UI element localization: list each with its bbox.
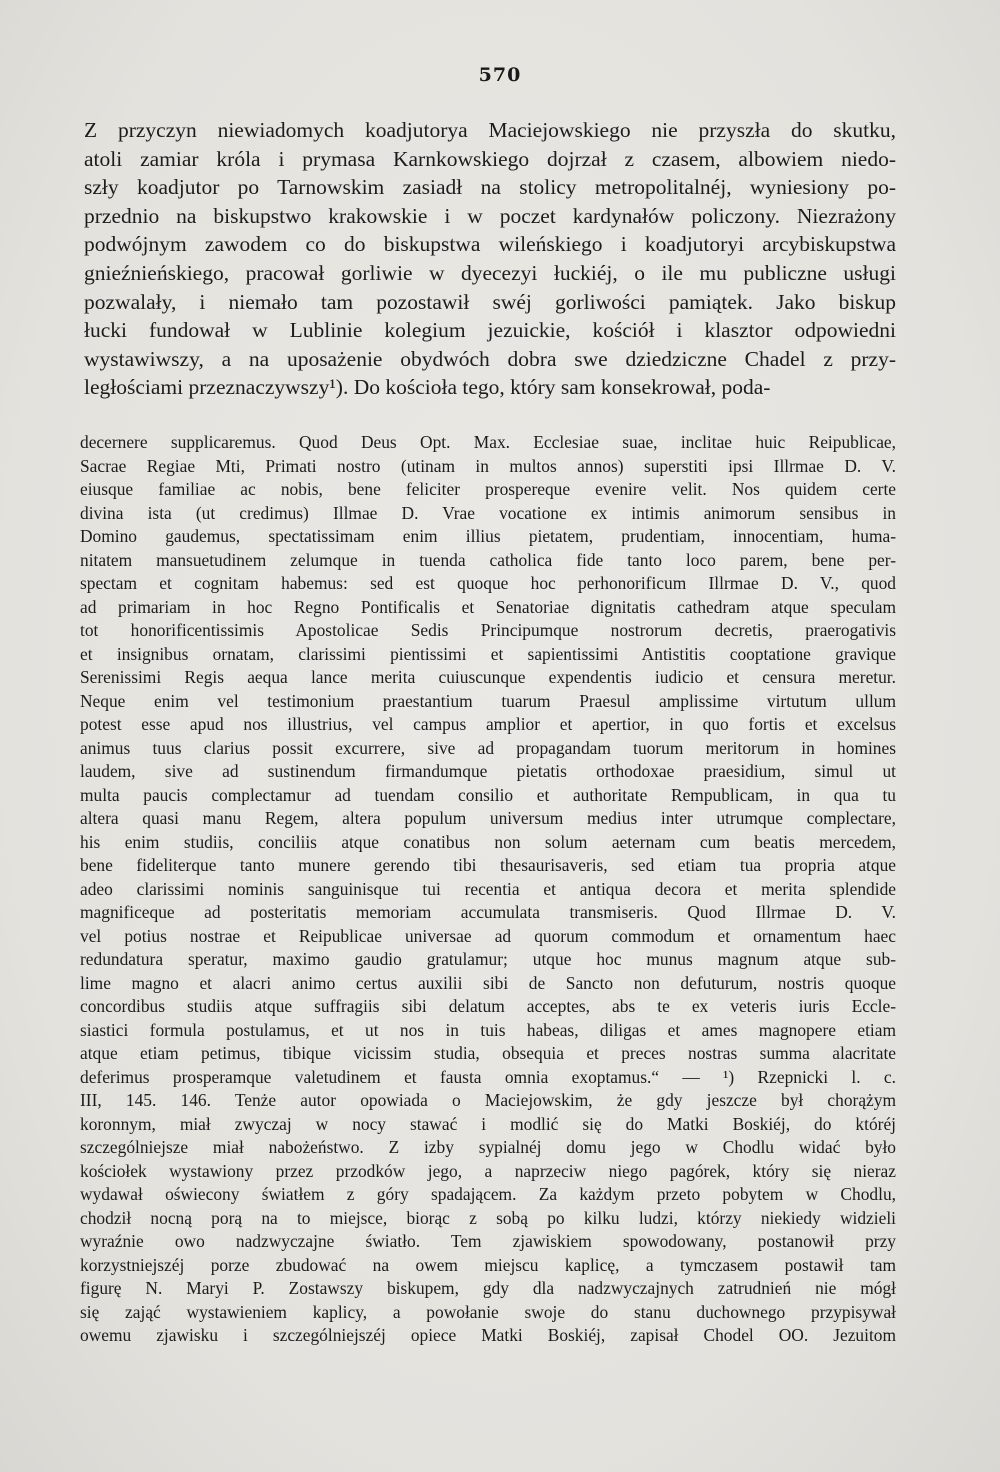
footnote-line: et insignibus ornatam, clarissimi pientissimi et sapientissimi Antistitis cooptatione gravique: [80, 643, 896, 664]
footnote-line: concordibus studiis atque suffragiis sibi delatum acceptes, abs te ex veteris iuris Eccle-: [80, 996, 896, 1016]
main-text-line: podwójnym zawodem co do biskupstwa wileńskiego i koadjutoryi arcybiskupstwa: [84, 232, 896, 257]
footnote-line: szczególniejsze miał nabożeństwo. Z izby sypialnéj domu jego w Chodlu widać było: [80, 1137, 896, 1157]
footnote-line: deferimus prosperamque valetudinem et fausta omnia exoptamus.“ — ¹) Rzepnicki l. c.: [80, 1066, 896, 1087]
footnote-line: nitatem mansuetudinem zelumque in tuenda catholica fide tanto loco parem, bene per-: [80, 549, 896, 570]
footnote-line: koronnym, miał zwyczaj w nocy stawać i modlić się do Matki Boskiéj, do któréj: [80, 1113, 896, 1134]
footnote-line: his enim studiis, conciliis atque conatibus non solum aeternam cum beatis mercedem,: [80, 831, 896, 852]
footnote-line: siastici formula postulamus, et ut nos in tuis habeas, diligas et ames magnopere etiam: [80, 1019, 896, 1040]
footnote-line: figurę N. Maryi P. Zostawszy biskupem, gdy dla nadzwyczajnych zatrudnień nie mógł: [80, 1278, 896, 1298]
footnote-line: eiusque familiae ac nobis, bene feliciter prospereque evenire velit. Nos quidem certe: [80, 479, 896, 499]
footnote-line: spectam et cognitam habemus: sed est quoque hoc perhonorificum Illrmae D. V., quod: [80, 573, 896, 593]
main-text-line: wystawiwszy, a na uposażenie obydwóch dobra swe dziedziczne Chadel z przy-: [84, 346, 896, 371]
footnote-line: kościołek wystawiony przez przodków jego, a naprzeciw niego pagórek, który się nieraz: [80, 1160, 896, 1181]
footnote-line: owemu zjawisku i szczególniejszéj opiece Matki Boskiéj, zapisał Chodel OO. Jezuitom: [80, 1325, 896, 1345]
footnote-line: tot honorificentissimis Apostolicae Sedis Principumque nostrorum decretis, praerogativis: [80, 620, 896, 640]
footnote-line: divina ista (ut credimus) Illmae D. Vrae vocatione ex intimis animorum sensibus in: [80, 502, 896, 523]
footnote-line: altera quasi manu Regem, altera populum universum medius inter utrumque complectare,: [80, 808, 896, 828]
main-text-line: przednio na biskupstwo krakowskie i w poczet kardynałów policzony. Niezrażony: [84, 203, 896, 228]
main-text-line: atoli zamiar króla i prymasa Karnkowskiego dojrzał z czasem, albowiem niedo-: [84, 146, 896, 171]
footnote-line: redundatura speratur, maximo gaudio gratulamur; utque hoc munus magnum atque sub-: [80, 949, 896, 969]
footnote-block: [80, 431, 896, 1348]
footnote-line: Neque enim vel testimonium praestantium tuarum Praesul amplissime virtutum ullum: [80, 690, 896, 711]
footnote-line: decernere supplicaremus. Quod Deus Opt. Max. Ecclesiae suae, inclitae huic Reipublicae,: [80, 432, 896, 452]
main-text-line: ległościami przeznaczywszy¹). Do kościoła tego, który sam konsekrował, poda-: [84, 375, 771, 400]
footnote-line: III, 145. 146. Tenże autor opowiada o Maciejowskim, że gdy jeszcze był chorążym: [80, 1090, 896, 1110]
footnote-line: wyraźnie owo nadzwyczajne światło. Tem zjawiskiem spowodowany, postanowił przy: [80, 1231, 896, 1251]
main-text-line: Z przyczyn niewiadomych koadjutorya Maciejowskiego nie przyszła do skutku,: [84, 118, 896, 142]
main-text-line: łucki fundował w Lublinie kolegium jezuickie, kościół i klasztor odpowiedni: [84, 318, 896, 343]
footnote-line: wydawał oświecony światłem z góry spadającem. Za każdym przeto pobytem w Chodlu,: [80, 1184, 896, 1204]
footnote-line: atque etiam petimus, tibique vicissim studia, obsequia et preces nostras summa alacritate: [80, 1043, 896, 1063]
footnote-line: vel potius nostrae et Reipublicae universae ad quorum commodum et ornamentum haec: [80, 925, 896, 946]
footnote-line: animus tuus clarius possit excurrere, sive ad propagandam tuorum meritorum in homines: [80, 737, 896, 758]
footnote-line: chodził nocną porą na to miejsce, biorąc z sobą po kilku ludzi, którzy niekiedy widzieli: [80, 1207, 896, 1228]
footnote-line: adeo clarissimi nominis sanguinisque tui recentia et antiqua decora et merita splendide: [80, 878, 896, 899]
main-text-line: gnieźnieńskiego, pracował gorliwie w dyecezyi łuckiéj, o ile mu publiczne usługi: [84, 260, 896, 285]
footnote-line: Serenissimi Regis aequa lance merita cuiuscunque expendentis iudicio et censura meretur.: [80, 667, 896, 687]
footnote-line: ad primariam in hoc Regno Pontificalis et Senatoriae dignitatis cathedram atque speculam: [80, 596, 896, 617]
footnote-line: Domino gaudemus, spectatissimam enim illius pietatem, prudentiam, innocentiam, huma-: [80, 526, 896, 546]
footnote-line: lime magno et alacri animo certus auxilii sibi de Sancto non defuturum, nostris quoque: [80, 972, 896, 993]
main-text-line: pozwalały, i niemało tam pozostawił swéj gorliwości pamiątek. Jako biskup: [84, 289, 896, 314]
main-text-line: szły koadjutor po Tarnowskim zasiadł na stolicy metropolitalnéj, wyniesiony po-: [84, 175, 896, 200]
footnote-line: potest esse apud nos illustrius, vel campus amplior et apertior, in quo fortis et excelsus: [80, 714, 896, 734]
footnote-line: korzystniejszéj porze zbudować na owem miejscu kaplicę, a tymczasem postawił tam: [80, 1254, 896, 1275]
footnote-line: bene fideliterque tanto munere gerendo tibi thesaurisaveris, sed etiam tua propria atque: [80, 855, 896, 875]
footnote-line: magnificeque ad posteritatis memoriam accumulata transmiseris. Quod Illrmae D. V.: [80, 902, 896, 922]
footnote-line: Sacrae Regiae Mti, Primati nostro (utinam in multos annos) superstiti ipsi Illrmae D. V.: [80, 455, 896, 476]
page-number: 570: [478, 64, 522, 86]
main-text-block: [84, 116, 896, 402]
footnote-line: się zająć wystawieniem kaplicy, a powołanie swoje do stanu duchownego przypisywał: [80, 1301, 896, 1322]
footnote-line: multa paucis complectamur ad tuendam consilio et authoritate Rempublicam, in qua tu: [80, 784, 896, 805]
footnote-line: laudem, sive ad sustinendum firmandumque pietatis orthodoxae praesidium, simul ut: [80, 761, 896, 781]
